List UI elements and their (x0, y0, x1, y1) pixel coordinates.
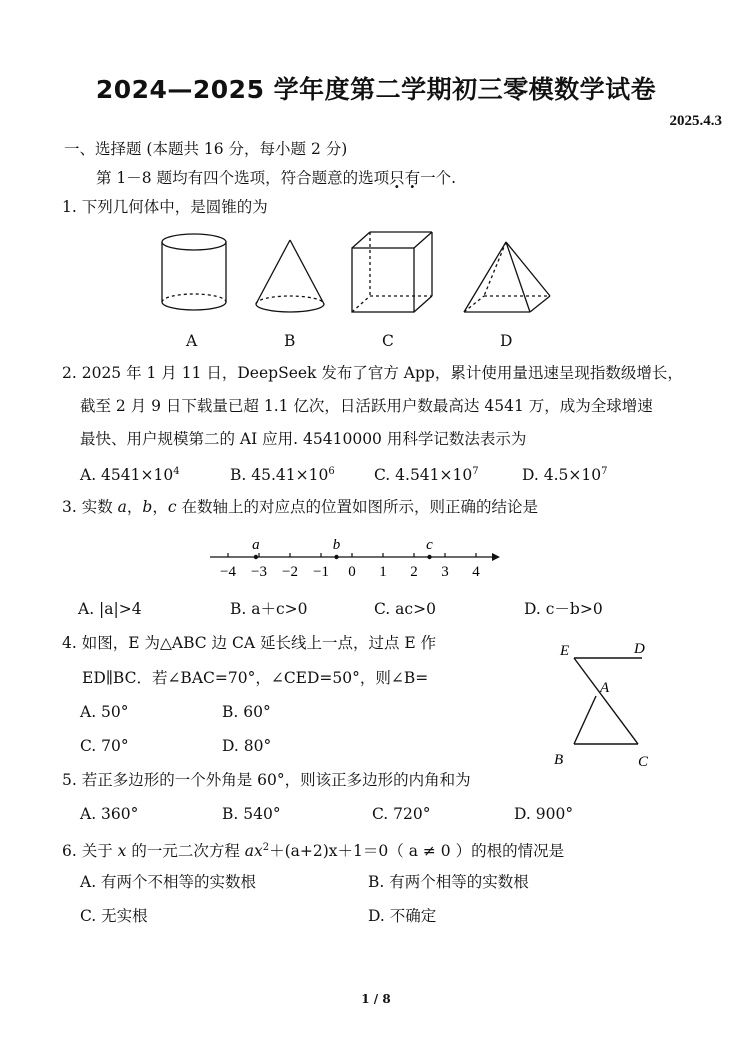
q4-line1: 4. 如图，E 为△ABC 边 CA 延长线上一点，过点 E 作 (62, 634, 437, 652)
tick-label: 4 (472, 564, 480, 580)
instruction-suffix: 一个. (420, 169, 457, 187)
q2-line2: 截至 2 月 9 日下载量已超 1.1 亿次，日活跃用户数最高达 4541 万，成为全球增速 (80, 397, 653, 415)
label-a: A (600, 680, 610, 696)
q3-option-d[interactable]: D. c－b>0 (524, 600, 603, 618)
label-b: B (554, 752, 564, 768)
q5-option-c[interactable]: C. 720° (372, 805, 431, 823)
tick-label: 3 (441, 564, 449, 580)
q2-line1: 2. 2025 年 1 月 11 日，DeepSeek 发布了官方 App，累计使用量迅速呈现指数级增长， (62, 364, 683, 382)
q3-option-a[interactable]: A. |a|>4 (78, 600, 142, 618)
section-heading: 一、选择题 (本题共 16 分，每小题 2 分) (64, 140, 348, 158)
instruction-prefix: 第 1－8 题均有四个选项，符合题意的选项 (96, 169, 390, 187)
q1-label-a: A (186, 332, 198, 350)
q1-label-d: D (500, 332, 513, 350)
q1-label-c: C (382, 332, 394, 350)
tick-label: −1 (313, 564, 329, 580)
q6-option-d[interactable]: D. 不确定 (368, 907, 437, 925)
exam-date: 2025.4.3 (669, 113, 722, 129)
q3-option-c[interactable]: C. ac>0 (374, 600, 436, 618)
point-label-a: a (252, 537, 260, 553)
cone-shape (256, 240, 324, 312)
q2-option-c[interactable]: C. $4.541\times 10^7$ (374, 466, 479, 485)
point-label-c: c (426, 537, 433, 553)
point-c (427, 555, 431, 559)
label-d: D (634, 641, 645, 657)
number-line-arrow (492, 553, 500, 561)
tick-label: 1 (379, 564, 387, 580)
q1-label-b: B (284, 332, 296, 350)
q3-number-line (200, 532, 510, 584)
emphasis-have: 有 (404, 169, 421, 187)
q2-option-d[interactable]: D. $4.5\times 10^7$ (522, 466, 608, 485)
label-c: C (638, 754, 649, 770)
q6-stem: 6. 关于 x 的一元二次方程 $ax^2+(a+2)x+1=0$（ a ≠ 0 ）的根的情况是 (62, 842, 565, 861)
segment-ba (574, 696, 596, 744)
emphasis-only: 只 (389, 169, 405, 187)
tick-label: 2 (410, 564, 418, 580)
q6-option-c[interactable]: C. 无实根 (80, 907, 148, 925)
label-e: E (560, 643, 570, 659)
q4-option-d[interactable]: D. 80° (222, 737, 272, 755)
q5-stem: 5. 若正多边形的一个外角是 60°，则该正多边形的内角和为 (62, 771, 471, 789)
q2-option-b[interactable]: B. $45.41\times 10^6$ (230, 466, 335, 485)
tick-label: −3 (251, 564, 267, 580)
q4-option-c[interactable]: C. 70° (80, 737, 129, 755)
point-b (334, 555, 338, 559)
q3-stem: 3. 实数 a，b，c 在数轴上的对应点的位置如图所示，则正确的结论是 (62, 498, 538, 516)
q1-solids-figure (150, 228, 570, 324)
page-number: 1 / 8 (361, 992, 391, 1006)
q5-option-d[interactable]: D. 900° (514, 805, 574, 823)
q6-option-a[interactable]: A. 有两个不相等的实数根 (80, 873, 257, 891)
segment-ec (574, 658, 638, 744)
point-a (254, 555, 258, 559)
point-label-b: b (332, 537, 341, 553)
q1-stem: 1. 下列几何体中，是圆锥的为 (62, 198, 268, 216)
cube-shape (352, 232, 432, 312)
q4-option-b[interactable]: B. 60° (222, 703, 271, 721)
pyramid-shape (464, 242, 550, 312)
q3-option-b[interactable]: B. a＋c>0 (230, 600, 308, 618)
page-title: 2024—2025 学年度第二学期初三零模数学试卷 (95, 75, 657, 104)
cylinder-shape (162, 234, 226, 310)
q2-option-a[interactable]: A. $4541\times 10^4$ (80, 466, 180, 485)
q5-option-b[interactable]: B. 540° (222, 805, 281, 823)
tick-label: −4 (220, 564, 236, 580)
q6-option-b[interactable]: B. 有两个相等的实数根 (368, 873, 529, 891)
section-instruction (96, 168, 456, 188)
q4-line2: ED∥BC．若∠BAC=70°，∠CED=50°，则∠B= (82, 669, 429, 687)
q4-option-a[interactable]: A. 50° (80, 703, 129, 721)
tick-label: −2 (282, 564, 298, 580)
q5-option-a[interactable]: A. 360° (80, 805, 139, 823)
tick-label: 0 (348, 564, 356, 580)
q4-triangle-figure (548, 636, 668, 772)
q2-line3: 最快、用户规模第二的 AI 应用. 45410000 用科学记数法表示为 (80, 430, 527, 448)
